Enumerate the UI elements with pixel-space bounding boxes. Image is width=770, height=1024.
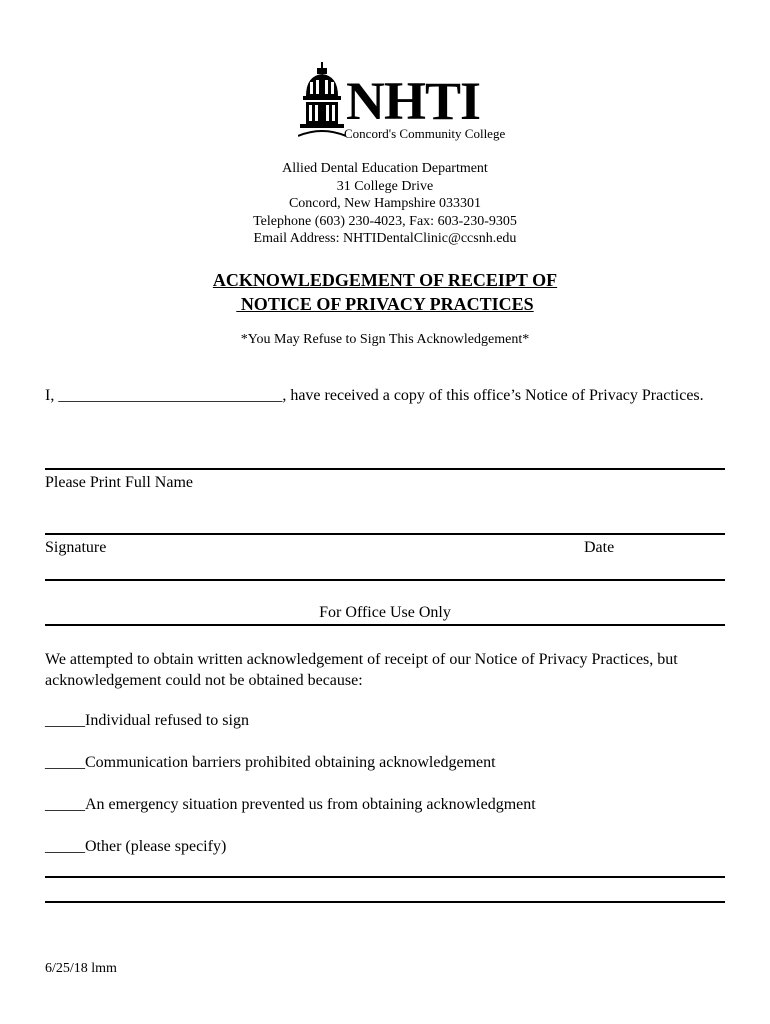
other-specify-line-1[interactable] bbox=[45, 876, 725, 878]
acknowledgement-statement: I, ____________________________, have received a copy of this office’s Notice of Privacy Practices. bbox=[45, 387, 704, 404]
title-line-1: ACKNOWLEDGEMENT OF RECEIPT OF bbox=[212, 270, 558, 290]
option-communication-barriers[interactable]: _____Communication barriers prohibited obtaining acknowledgement bbox=[45, 754, 496, 771]
department-line: Allied Dental Education Department bbox=[282, 161, 488, 176]
print-name-label: Please Print Full Name bbox=[45, 474, 193, 491]
signature-line[interactable] bbox=[45, 533, 725, 535]
city-line: Concord, New Hampshire 033301 bbox=[288, 196, 482, 212]
title-line-2: NOTICE OF PRIVACY PRACTICES bbox=[236, 294, 534, 314]
dome-icon bbox=[298, 62, 346, 142]
signature-label: Signature bbox=[45, 539, 107, 556]
section-divider bbox=[45, 579, 725, 581]
office-use-intro: We attempted to obtain written acknowledgement of receipt of our Notice of Privacy Practices, but acknowledgement could not be obtained because: bbox=[45, 651, 678, 689]
email-line: Email Address: NHTIDentalClinic@ccsnh.edu bbox=[253, 231, 517, 247]
other-specify-line-2[interactable] bbox=[45, 901, 725, 903]
footer-revision: 6/25/18 lmm bbox=[45, 961, 117, 976]
print-name-line[interactable] bbox=[45, 468, 725, 470]
option-other[interactable]: _____Other (please specify) bbox=[45, 838, 227, 855]
office-use-underline bbox=[45, 624, 725, 626]
logo-subtitle: Concord's Community College bbox=[344, 126, 506, 141]
nhti-logo bbox=[298, 62, 528, 144]
street-line: 31 College Drive bbox=[336, 178, 434, 194]
phone-line: Telephone (603) 230-4023, Fax: 603-230-9305 bbox=[253, 213, 517, 229]
office-use-heading: For Office Use Only bbox=[319, 604, 451, 621]
logo-wordmark: NHTI bbox=[346, 71, 481, 131]
address-block bbox=[0, 160, 770, 248]
page-title bbox=[0, 268, 770, 316]
date-label: Date bbox=[584, 539, 615, 556]
option-emergency[interactable]: _____An emergency situation prevented us from obtaining acknowledgment bbox=[45, 796, 536, 813]
option-refused[interactable]: _____Individual refused to sign bbox=[45, 712, 249, 729]
refuse-note: *You May Refuse to Sign This Acknowledgement* bbox=[240, 332, 530, 347]
